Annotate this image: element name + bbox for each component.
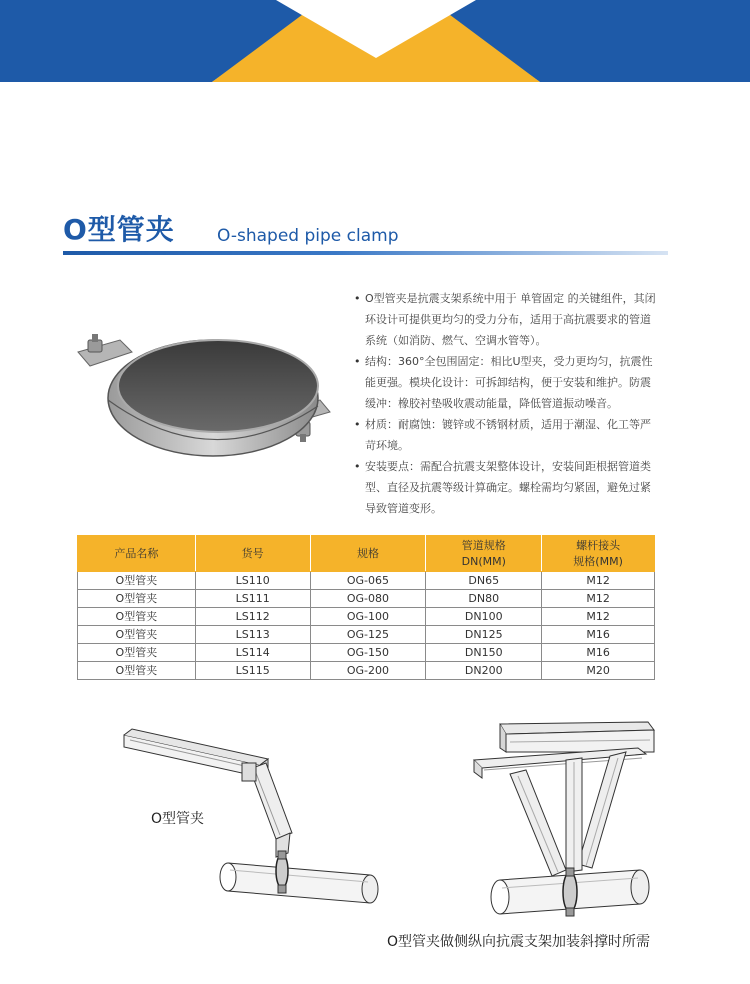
table-cell: DN80 — [426, 590, 542, 608]
table-cell: OG-125 — [310, 626, 426, 644]
table-cell: M16 — [542, 644, 655, 662]
table-cell: LS113 — [195, 626, 310, 644]
table-cell: M12 — [542, 608, 655, 626]
table-cell: O型管夹 — [78, 608, 196, 626]
table-cell: O型管夹 — [78, 662, 196, 680]
table-cell: M12 — [542, 572, 655, 590]
top-banner — [0, 0, 750, 82]
clamp-callout-label: O型管夹 — [151, 811, 205, 827]
table-cell: O型管夹 — [78, 626, 196, 644]
table-cell: O型管夹 — [78, 572, 196, 590]
o-clamp-product-image — [68, 318, 338, 478]
table-cell: OG-200 — [310, 662, 426, 680]
table-row — [78, 644, 655, 662]
table-cell: DN65 — [426, 572, 542, 590]
table-cell: LS115 — [195, 662, 310, 680]
table-header-row — [78, 536, 655, 572]
double-brace-install-illustration — [470, 720, 660, 930]
title-underline — [63, 251, 668, 255]
table-row — [78, 590, 655, 608]
table-cell: M20 — [542, 662, 655, 680]
column-header: 产品名称 — [78, 536, 196, 572]
column-header: 管道规格 DN(MM) — [426, 536, 542, 572]
column-header: 规格 — [310, 536, 426, 572]
column-header: 货号 — [195, 536, 310, 572]
description-item: • 安装要点：需配合抗震支架整体设计，安装间距根据管道类型、直径及抗震等级计算确定。螺栓需均匀紧固，避免过紧导致管道变形。 — [353, 456, 658, 519]
table-cell: M16 — [542, 626, 655, 644]
table-cell: M12 — [542, 590, 655, 608]
table-cell: OG-150 — [310, 644, 426, 662]
description-item: • O型管夹是抗震支架系统中用于 单管固定 的关键组件，其闭环设计可提供更均匀的受力分布，适用于高抗震要求的管道系统（如消防、燃气、空调水管等）。 — [353, 288, 658, 351]
table-cell: OG-080 — [310, 590, 426, 608]
table-cell: LS110 — [195, 572, 310, 590]
table-cell: DN200 — [426, 662, 542, 680]
table-cell: OG-065 — [310, 572, 426, 590]
table-cell: LS114 — [195, 644, 310, 662]
table-cell: LS112 — [195, 608, 310, 626]
column-header: 螺杆接头 规格(MM) — [542, 536, 655, 572]
table-row — [78, 608, 655, 626]
table-row — [78, 572, 655, 590]
product-description — [353, 288, 658, 519]
bottom-caption: O型管夹做侧纵向抗震支架加装斜撑时所需 — [387, 934, 651, 950]
table-cell: O型管夹 — [78, 644, 196, 662]
page-subtitle: O-shaped pipe clamp — [217, 226, 399, 246]
table-cell: DN100 — [426, 608, 542, 626]
table-row — [78, 626, 655, 644]
table-cell: O型管夹 — [78, 590, 196, 608]
page-title: O型管夹 — [63, 213, 175, 246]
table-row — [78, 662, 655, 680]
description-item: • 结构：360°全包围固定：相比U型夹，受力更均匀，抗震性能更强。模块化设计：可拆卸结构，便于安装和维护。防震缓冲：橡胶衬垫吸收震动能量，降低管道振动噪音。 — [353, 351, 658, 414]
table-cell: DN125 — [426, 626, 542, 644]
description-item: • 材质：耐腐蚀：镀锌或不锈钢材质，适用于潮湿、化工等严苛环境。 — [353, 414, 658, 456]
table-cell: OG-100 — [310, 608, 426, 626]
table-cell: DN150 — [426, 644, 542, 662]
table-cell: LS111 — [195, 590, 310, 608]
spec-table — [77, 535, 655, 680]
